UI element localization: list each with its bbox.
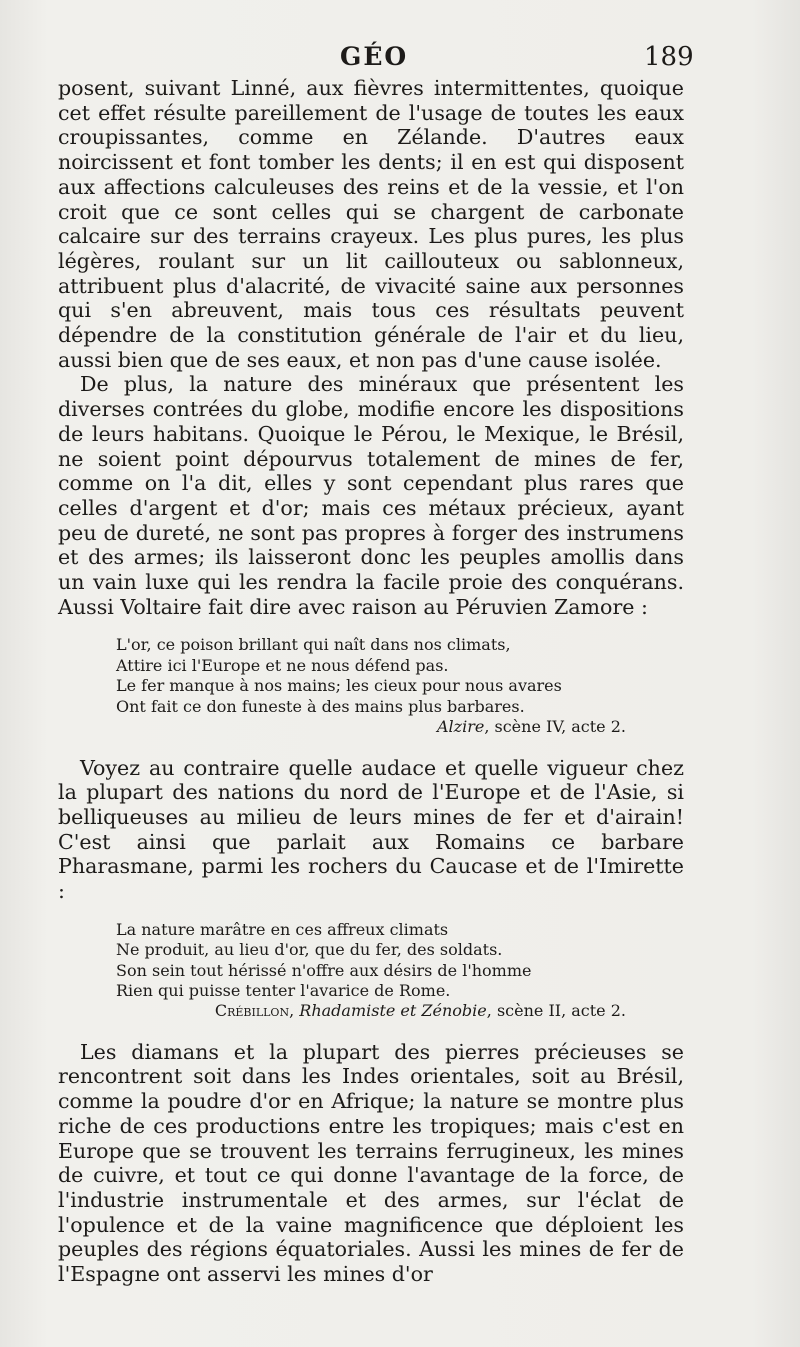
paragraph-1: posent, suivant Linné, aux fièvres intermittentes, quoique cet effet résulte pareillement de l'usage de toutes les eaux croupissantes, comme en Zélande. D'autres eaux noircissent et font tomber les dents; il en est qui disposent aux affections calculeuses des reins et de la vessie, et l'on croit que ce sont celles qui se chargent de carbonate calcaire sur des terrains crayeux. Les plus pures, les plus légères, roulant sur un lit caillouteux ou sablonneux, attribuent plus d'alacrité, de vivacité saine aux personnes qui s'en abreuvent, mais tous ces résultats peuvent dépendre de la constitution générale de l'air et du lieu, aussi bien que de ses eaux, et non pas d'une cause isolée. bbox=[58, 76, 684, 372]
verse-line: L'or, ce poison brillant qui naît dans nos climats, bbox=[116, 635, 511, 655]
page-body bbox=[58, 76, 684, 1287]
verse-quote-voltaire bbox=[116, 635, 626, 737]
verse-citation bbox=[116, 717, 626, 737]
paragraph-3: Voyez au contraire quelle audace et quelle vigueur chez la plupart des nations du nord de l'Europe et de l'Asie, si belliqueuses au milieu de leurs mines de fer et d'airain! C'est ainsi que parlait aux Romains ce barbare Pharasmane, parmi les rochers du Caucase et de l'Imirette : bbox=[58, 755, 684, 904]
running-head: GÉO bbox=[340, 42, 409, 71]
citation-author: Crébillon bbox=[214, 1001, 290, 1021]
verse-line: Rien qui puisse tenter l'avarice de Rome. bbox=[116, 980, 451, 1000]
paragraph-4: Les diamans et la plupart des pierres précieuses se rencontrent soit dans les Indes orientales, soit au Brésil, comme la poudre d'or en Afrique; la nature se montre plus riche de ces productions entre les tropiques; mais c'est en Europe que se trouvent les terrains ferrugineux, les mines de cuivre, et tout ce qui donne l'avantage de la force, de l'industrie instrumentale et des armes, sur l'éclat de l'opulence et de la vaine magnificence que déploient les peuples des régions équatoriales. Aussi les mines de fer de l'Espagne ont asservi les mines d'or bbox=[58, 1039, 684, 1287]
page-number: 189 bbox=[644, 42, 694, 72]
verse-line: La nature marâtre en ces affreux climats bbox=[116, 919, 449, 939]
verse-line: Le fer manque à nos mains; les cieux pour nous avares bbox=[116, 676, 562, 696]
citation-detail: , scène II, acte 2. bbox=[486, 1001, 626, 1021]
citation-detail: , scène IV, acte 2. bbox=[484, 717, 626, 737]
verse-quote-crebillon bbox=[116, 920, 626, 1022]
verse-line: Attire ici l'Europe et ne nous défend pas. bbox=[116, 655, 449, 675]
verse-citation bbox=[116, 1001, 626, 1021]
verse-line: Son sein tout hérissé n'offre aux désirs de l'homme bbox=[116, 960, 532, 980]
verse-line: Ont fait ce don funeste à des mains plus barbares. bbox=[116, 696, 525, 716]
citation-title: Alzire bbox=[436, 717, 485, 737]
paragraph-2: De plus, la nature des minéraux que présentent les diverses contrées du globe, modifie encore les dispositions de leurs habitans. Quoique le Pérou, le Mexique, le Brésil, ne soient point dépourvus totalement de mines de fer, comme on l'a dit, elles y sont cependant plus rares que celles d'argent et d'or; mais ces métaux précieux, ayant peu de dureté, ne sont pas propres à forger des instrumens et des armes; ils laisseront donc les peuples amollis dans un vain luxe qui les rendra la facile proie des conquérans. Aussi Voltaire fait dire avec raison au Péruvien Zamore : bbox=[58, 372, 684, 619]
citation-title: Rhadamiste et Zénobie bbox=[299, 1001, 487, 1021]
citation-separator: , bbox=[289, 1001, 300, 1021]
verse-line: Ne produit, au lieu d'or, que du fer, des soldats. bbox=[116, 940, 503, 960]
